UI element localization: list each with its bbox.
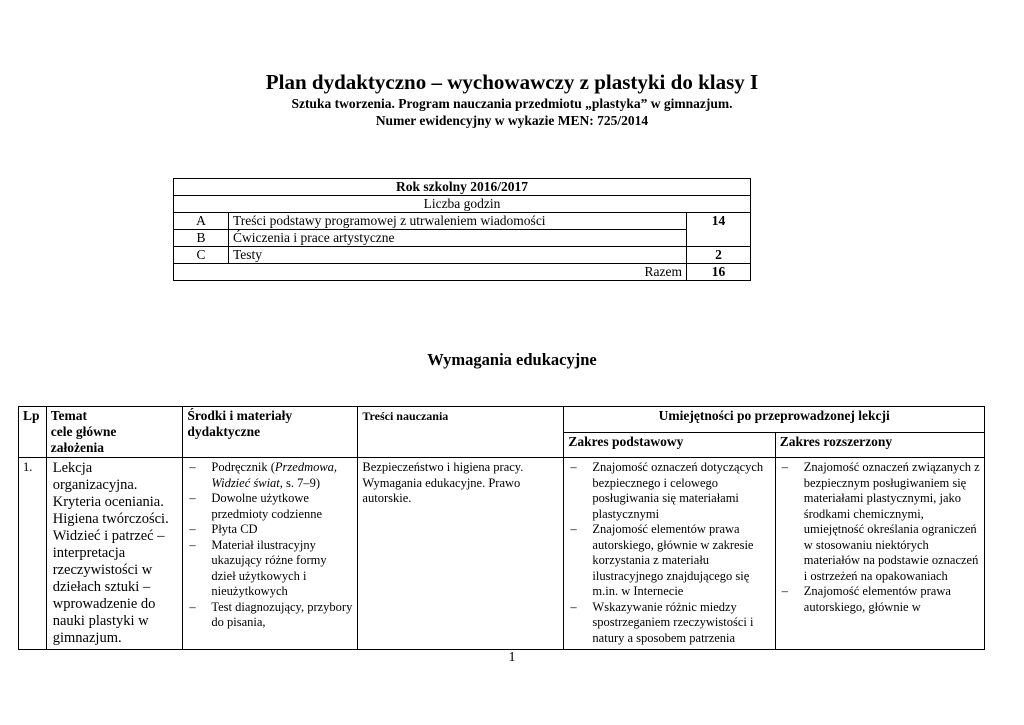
textbook-title: Przedmowa, Widzieć świat (211, 460, 338, 490)
row-label: Ćwiczenia i prace artystyczne (229, 230, 687, 247)
row-label: Treści podstawy programowej z utrwaleniem wiadomości (229, 213, 687, 230)
list-item: – Płyta CD (187, 522, 353, 538)
list-item: – Materiał ilustracyjny ukazujący różne formy dzieł użytkowych i nieużytkowych (187, 538, 353, 600)
section-title: Wymagania edukacyjne (427, 350, 597, 369)
row-code: A (174, 213, 229, 230)
list-item: – Wskazywanie różnic miedzy spostrzeganiem rzeczywistości i natury a sposobem patrzenia (568, 600, 770, 647)
list-item: – Znajomość oznaczeń dotyczących bezpiecznego i celowego posługiwania się materiałami plastycznymi (568, 460, 770, 522)
hours-c: 2 (687, 247, 751, 264)
basic-list (568, 460, 770, 646)
row-extended (775, 458, 984, 650)
page-number: 1 (508, 650, 516, 665)
header-extended: Zakres rozszerzony (775, 432, 984, 458)
header-topic (46, 407, 183, 458)
registry-number: Numer ewidencyjny w wykazie MEN: 725/2014 (375, 113, 649, 128)
hours-table-row (174, 196, 751, 213)
media-list (187, 460, 353, 631)
header-topic-line: założenia (50, 440, 104, 455)
hours-table-row (174, 247, 751, 264)
row-label: Testy (229, 247, 687, 264)
list-item: – Dowolne użytkowe przedmioty codzienne (187, 491, 353, 522)
hours-label: Liczba godzin (174, 196, 751, 213)
row-code: C (174, 247, 229, 264)
hours-ab: 14 (687, 213, 751, 247)
row-topic: Lekcja organizacyjna. Kryteria oceniania. Higiena twórczości. Widzieć i patrzeć – interpretacja rzeczywistości w dziełach sztuki – wprowadzenie do nauki plastyki w gimnazjum. (46, 458, 183, 650)
header-row (19, 407, 985, 433)
row-content: Bezpieczeństwo i higiena pracy. Wymagania edukacyjne. Prawo autorskie. (358, 458, 564, 650)
extended-list (780, 460, 980, 615)
school-year: Rok szkolny 2016/2017 (174, 179, 751, 196)
header-topic-line: Temat (50, 408, 87, 423)
hours-table-row (174, 230, 751, 247)
row-basic (564, 458, 775, 650)
hours-table-row (174, 264, 751, 281)
requirements-table (18, 406, 985, 650)
header-skills: Umiejętności po przeprowadzonej lekcji (564, 407, 985, 433)
header-basic: Zakres podstawowy (564, 432, 775, 458)
header-lp: Lp (19, 407, 47, 458)
hours-table (173, 178, 751, 281)
list-item (187, 460, 353, 491)
textbook-suffix: , s. 7–9) (279, 475, 321, 490)
hours-table-row (174, 213, 751, 230)
header-content: Treści nauczania (358, 407, 564, 458)
table-row (19, 458, 985, 650)
list-item: – Znajomość elementów prawa autorskiego, głównie w (780, 584, 980, 615)
row-code: B (174, 230, 229, 247)
list-item: – Znajomość oznaczeń związanych z bezpiecznym posługiwaniem się materiałami plastycznymi, jako środkami chemicznymi, umiejętność określania ograniczeń w stosowaniu niektórych materiałów na podstawie oznaczeń i ostrzeżeń na opakowaniach (780, 460, 980, 584)
header-media: Środki i materiały dydaktyczne (183, 407, 358, 458)
header-topic-line: cele główne (50, 424, 117, 439)
row-media (183, 458, 358, 650)
row-lp: 1. (19, 458, 47, 650)
total-label: Razem (174, 264, 687, 281)
list-item: – Znajomość elementów prawa autorskiego, głównie w zakresie korzystania z materiału ilustracyjnego znajdującego się m.in. w Internecie (568, 522, 770, 600)
list-item: – Test diagnozujący, przybory do pisania, (187, 600, 353, 631)
document-title: Plan dydaktyczno – wychowawczy z plastyki do klasy I (265, 70, 759, 94)
total-hours: 16 (687, 264, 751, 281)
program-subtitle: Sztuka tworzenia. Program nauczania przedmiotu „plastyka” w gimnazjum. (291, 96, 733, 111)
textbook-prefix: Podręcznik ( (211, 460, 275, 474)
hours-table-row (174, 179, 751, 196)
